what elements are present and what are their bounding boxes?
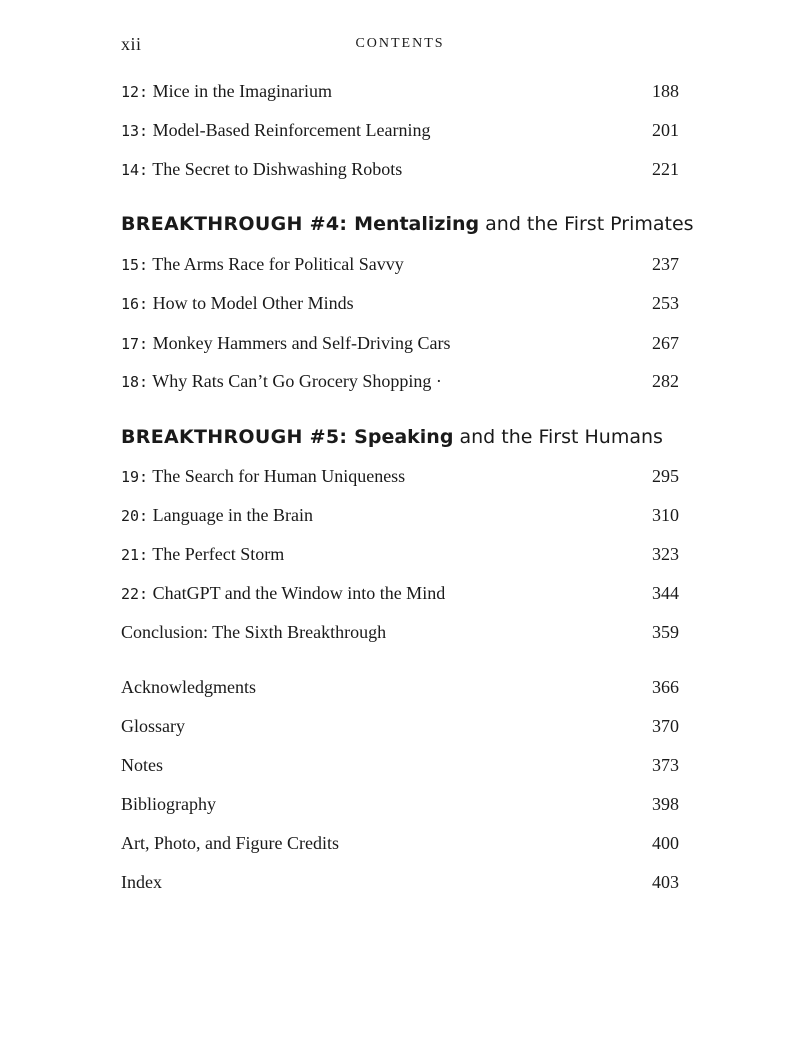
page-ref: 237 (652, 254, 679, 274)
entry-title: Notes (121, 755, 163, 775)
page-ref: 323 (652, 544, 679, 564)
chapter-title: The Secret to Dishwashing Robots (148, 159, 403, 179)
page-number: xii (121, 34, 142, 54)
running-header (121, 34, 679, 58)
page-ref: 188 (652, 81, 679, 101)
chapter-title: The Search for Human Uniqueness (148, 466, 406, 486)
section-label: BREAKTHROUGH #4: (121, 213, 355, 235)
chapter-title: Mice in the Imaginarium (148, 81, 333, 101)
chapter-number: 19: (121, 468, 149, 486)
toc-entry-chapter-16[interactable] (121, 290, 679, 316)
chapter-title: Conclusion: The Sixth Breakthrough (121, 622, 387, 642)
chapter-title: How to Model Other Minds (148, 293, 354, 313)
page-ref: 366 (652, 677, 679, 697)
chapter-title: Monkey Hammers and Self-Driving Cars (148, 333, 451, 353)
page-ref: 398 (652, 794, 679, 814)
section-topic: Speaking (354, 426, 454, 448)
chapter-number: 18: (121, 373, 149, 391)
toc-entry-acknowledgments[interactable] (121, 674, 679, 700)
section-heading-breakthrough-5[interactable] (121, 423, 679, 451)
chapter-number: 22: (121, 585, 149, 603)
running-title: CONTENTS (355, 36, 445, 51)
toc-entry-chapter-19[interactable] (121, 463, 679, 489)
toc-entry-chapter-21[interactable] (121, 541, 679, 567)
page-ref: 253 (652, 293, 679, 313)
page-ref: 310 (652, 505, 679, 525)
section-subtitle: and the First Humans (453, 426, 663, 448)
toc-entry-chapter-14[interactable] (121, 156, 679, 182)
section-label: BREAKTHROUGH #5: (121, 426, 355, 448)
toc-entry-conclusion[interactable] (121, 619, 679, 645)
toc-entry-credits[interactable] (121, 830, 679, 856)
page-ref: 282 (652, 371, 679, 391)
toc-entry-notes[interactable] (121, 752, 679, 778)
chapter-number: 16: (121, 295, 149, 313)
chapter-number: 17: (121, 335, 149, 353)
chapter-title: The Arms Race for Political Savvy (148, 254, 404, 274)
toc-entry-index[interactable] (121, 869, 679, 895)
toc-entry-chapter-18[interactable] (121, 368, 679, 394)
chapter-number: 15: (121, 256, 149, 274)
chapter-number: 14: (121, 161, 149, 179)
entry-title: Glossary (121, 716, 185, 736)
entry-title: Art, Photo, and Figure Credits (121, 833, 339, 853)
entry-title: Acknowledgments (121, 677, 256, 697)
page-ref: 403 (652, 872, 679, 892)
chapter-number: 21: (121, 546, 149, 564)
toc-entry-chapter-17[interactable] (121, 330, 679, 356)
toc-entry-glossary[interactable] (121, 713, 679, 739)
page-ref: 295 (652, 466, 679, 486)
toc-entry-chapter-12[interactable] (121, 78, 679, 104)
page-ref: 400 (652, 833, 679, 853)
toc-entry-chapter-22[interactable] (121, 580, 679, 606)
chapter-title: ChatGPT and the Window into the Mind (148, 583, 446, 603)
entry-title: Index (121, 872, 162, 892)
chapter-title: The Perfect Storm (148, 544, 285, 564)
page-ref: 201 (652, 120, 679, 140)
chapter-number: 12: (121, 83, 149, 101)
toc-entry-bibliography[interactable] (121, 791, 679, 817)
section-subtitle: and the First Primates (479, 213, 694, 235)
chapter-title: Why Rats Can’t Go Grocery Shopping · (148, 371, 442, 391)
page-ref: 370 (652, 716, 679, 736)
entry-title: Bibliography (121, 794, 216, 814)
toc-entry-chapter-13[interactable] (121, 117, 679, 143)
section-heading-breakthrough-4[interactable] (121, 210, 694, 238)
chapter-number: 13: (121, 122, 149, 140)
page-ref: 221 (652, 159, 679, 179)
page-ref: 373 (652, 755, 679, 775)
page-ref: 267 (652, 333, 679, 353)
toc-entry-chapter-20[interactable] (121, 502, 679, 528)
page-ref: 359 (652, 622, 679, 642)
chapter-title: Model-Based Reinforcement Learning (148, 120, 431, 140)
section-topic: Mentalizing (354, 213, 480, 235)
chapter-title: Language in the Brain (148, 505, 314, 525)
chapter-number: 20: (121, 507, 149, 525)
page-ref: 344 (652, 583, 679, 603)
toc-entry-chapter-15[interactable] (121, 251, 679, 277)
